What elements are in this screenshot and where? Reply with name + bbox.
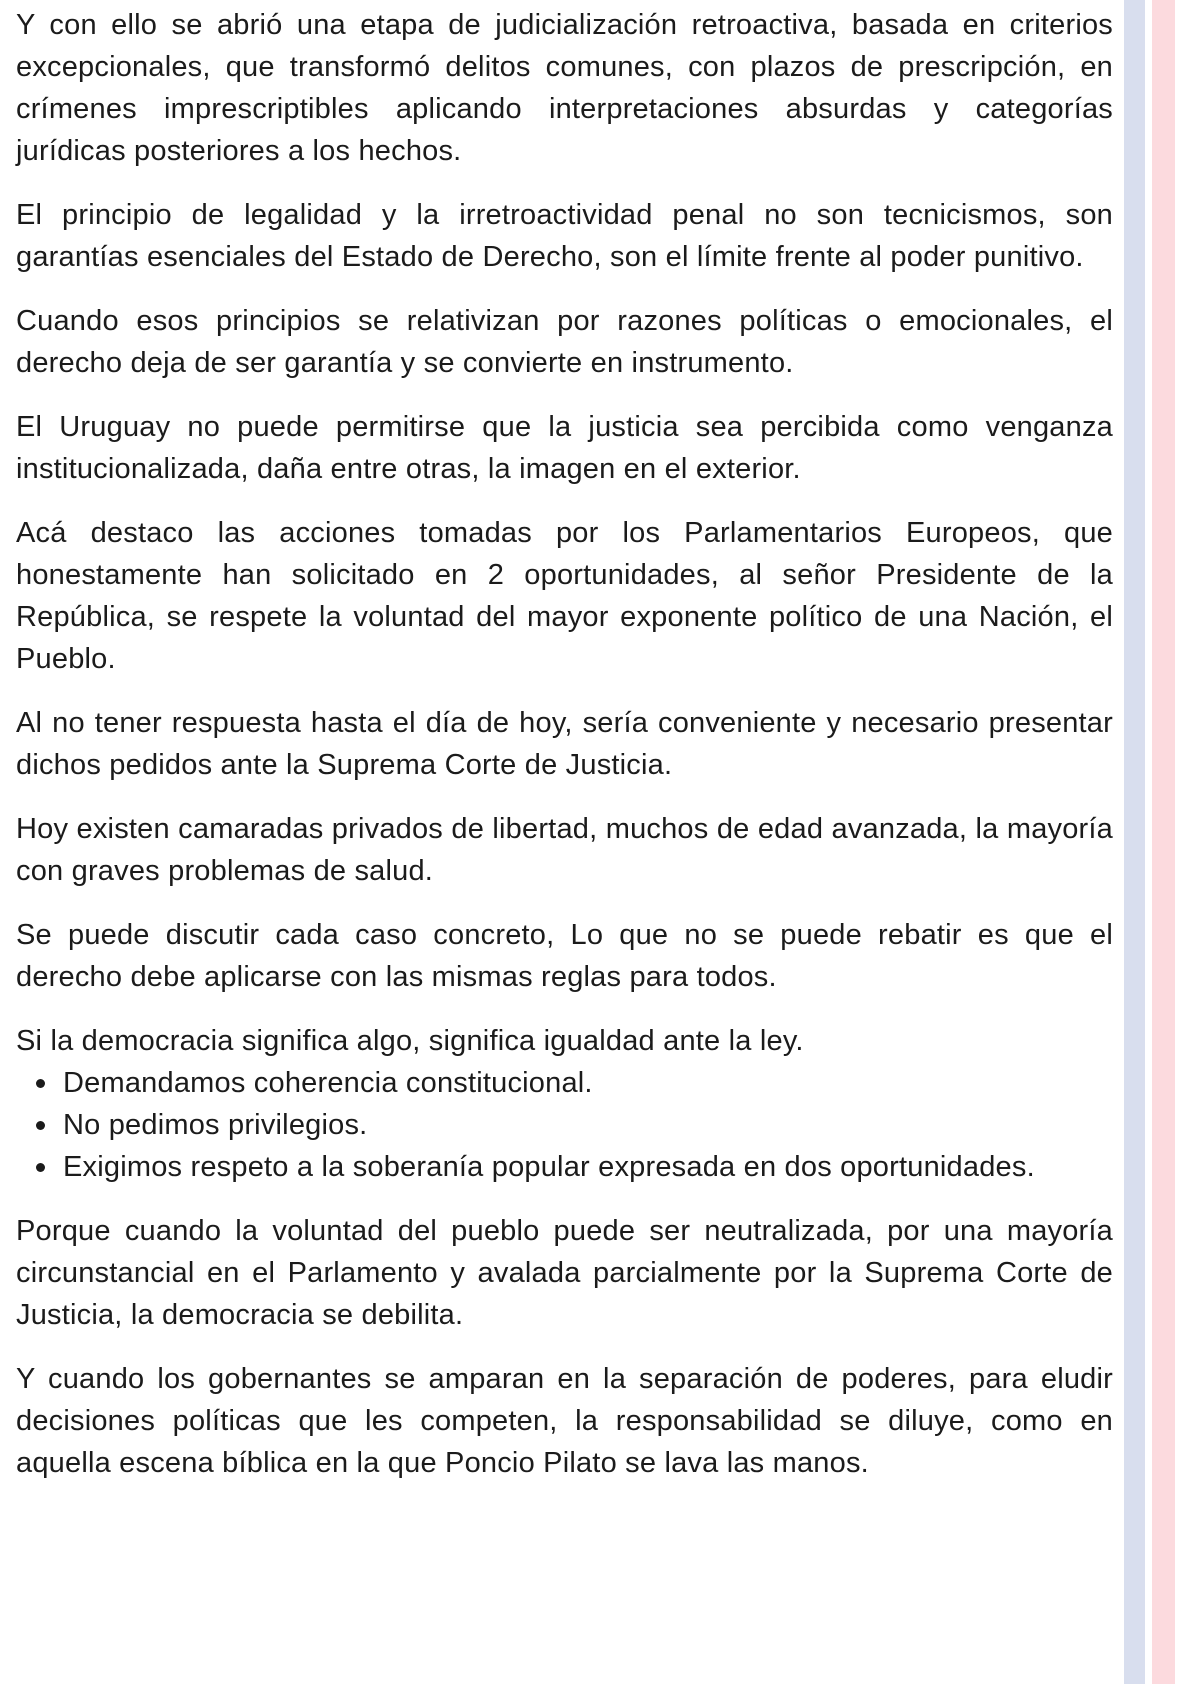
bullet-list (16, 1062, 1113, 1188)
paragraph: Si la democracia significa algo, significa igualdad ante la ley. (16, 1025, 804, 1057)
list-item (16, 1062, 1113, 1104)
side-stripe-pink (1152, 0, 1175, 1684)
text-column (16, 4, 1113, 1506)
paragraph: El Uruguay no puede permitirse que la justicia sea percibida como venganza institucionalizada, daña entre otras, la imagen en el exterior. (16, 411, 1113, 485)
list-item (16, 1104, 1113, 1146)
paragraph: Y cuando los gobernantes se amparan en la separación de poderes, para eludir decisiones políticas que les competen, la responsabilidad se diluye, como en aquella escena bíblica en la que Poncio Pilato se lava las manos. (16, 1363, 1113, 1479)
paragraph: Hoy existen camaradas privados de libertad, muchos de edad avanzada, la mayoría con graves problemas de salud. (16, 813, 1113, 887)
list-item-text: No pedimos privilegios. (63, 1109, 368, 1141)
bullet-icon (36, 1163, 45, 1172)
list-item-text: Demandamos coherencia constitucional. (63, 1067, 593, 1099)
list-item (16, 1146, 1113, 1188)
bullet-icon (36, 1079, 45, 1088)
side-stripe-blue (1124, 0, 1145, 1684)
paragraph: El principio de legalidad y la irretroactividad penal no son tecnicismos, son garantías esenciales del Estado de Derecho, son el límite frente al poder punitivo. (16, 199, 1113, 273)
bullet-icon (36, 1121, 45, 1130)
paragraph: Se puede discutir cada caso concreto, Lo que no se puede rebatir es que el derecho debe aplicarse con las mismas reglas para todos. (16, 919, 1113, 993)
paragraph: Al no tener respuesta hasta el día de hoy, sería conveniente y necesario presentar dichos pedidos ante la Suprema Corte de Justicia. (16, 707, 1113, 781)
paragraph: Acá destaco las acciones tomadas por los Parlamentarios Europeos, que honestamente han solicitado en 2 oportunidades, al señor Presidente de la República, se respete la voluntad del mayor exponente político de una Nación, el Pueblo. (16, 517, 1113, 675)
list-item-text: Exigimos respeto a la soberanía popular expresada en dos oportunidades. (63, 1151, 1035, 1183)
paragraph: Porque cuando la voluntad del pueblo puede ser neutralizada, por una mayoría circunstancial en el Parlamento y avalada parcialmente por la Suprema Corte de Justicia, la democracia se debilita. (16, 1215, 1113, 1331)
paragraph: Y con ello se abrió una etapa de judicialización retroactiva, basada en criterios excepcionales, que transformó delitos comunes, con plazos de prescripción, en crímenes imprescriptibles aplicando interpretaciones absurdas y categorías jurídicas posteriores a los hechos. (16, 9, 1113, 167)
paragraph: Cuando esos principios se relativizan por razones políticas o emocionales, el derecho deja de ser garantía y se convierte en instrumento. (16, 305, 1113, 379)
